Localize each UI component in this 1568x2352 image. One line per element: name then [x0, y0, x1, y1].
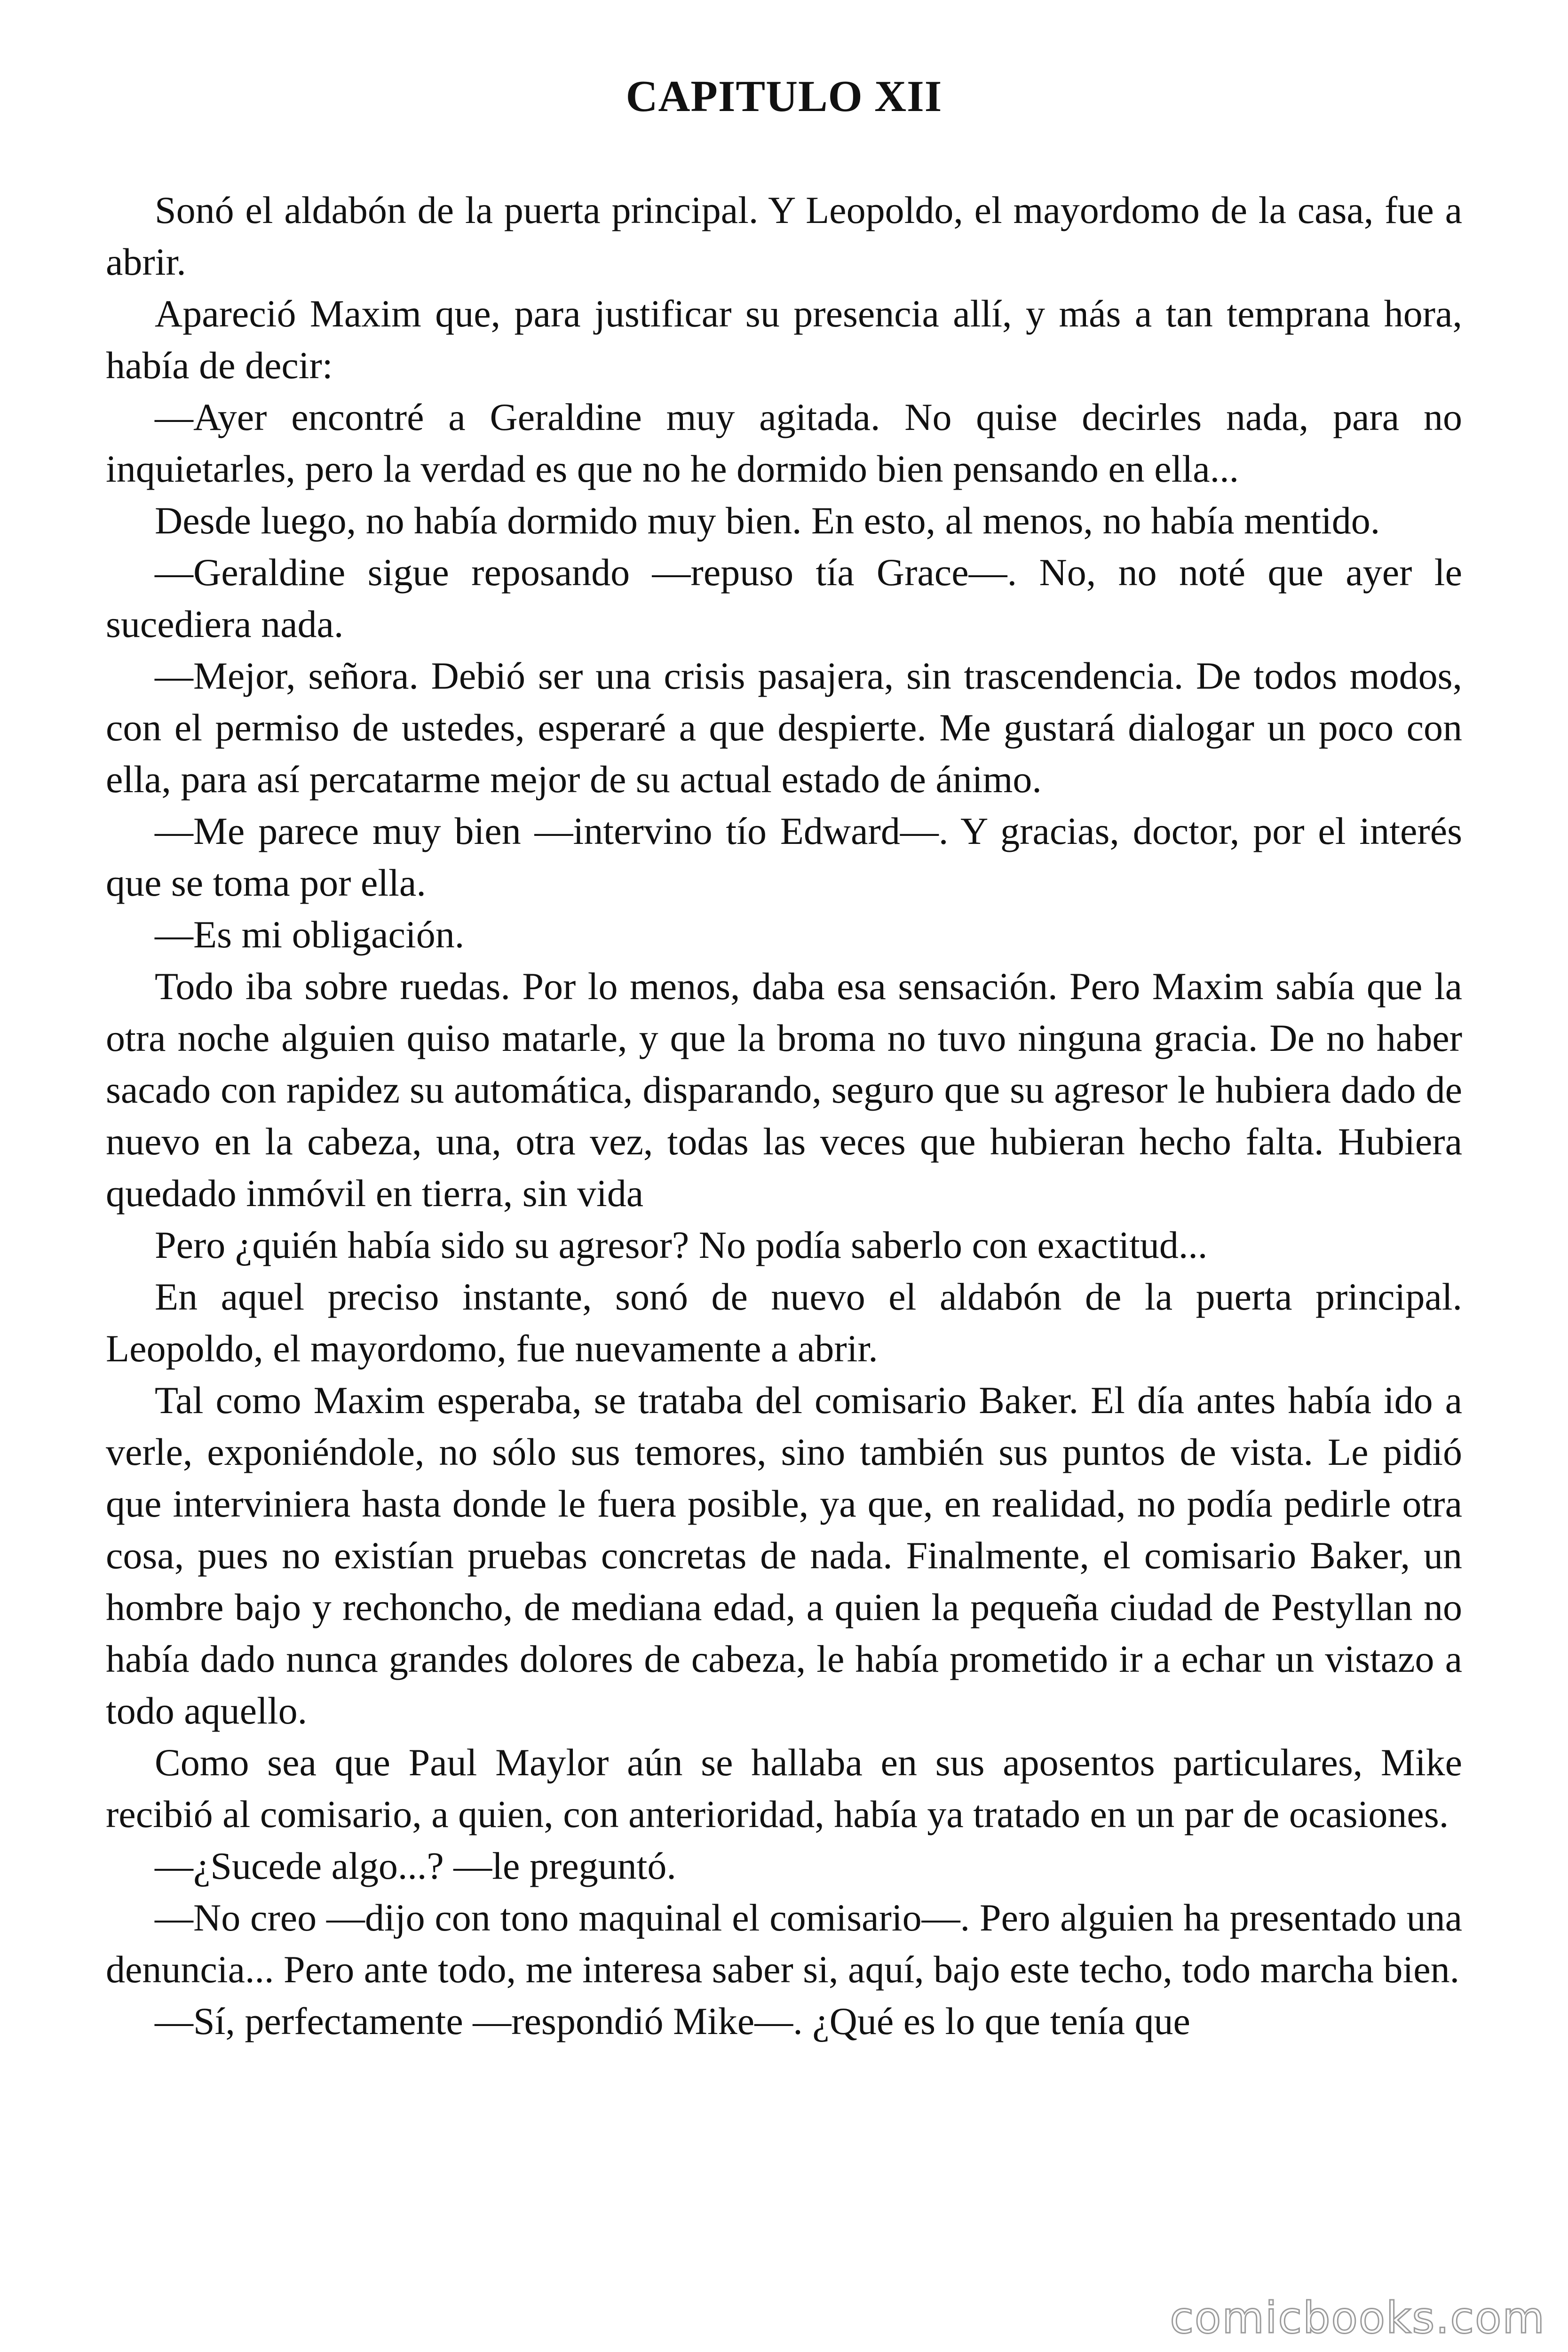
paragraph: Todo iba sobre ruedas. Por lo menos, daba esa sensación. Pero Maxim sabía que la otra noche alguien quiso matarle, y que la broma no tuvo ninguna gracia. De no haber sacado con rapidez su automática, disparando, seguro que su agresor le hubiera dado de nuevo en la cabeza, una, otra vez, todas las veces que hubieran hecho falta. Hubiera quedado inmóvil en tierra, sin vida	[106, 965, 1462, 1215]
paragraph: —Geraldine sigue reposando —repuso tía Grace—. No, no noté que ayer le sucediera nada.	[106, 551, 1462, 645]
paragraph: —No creo —dijo con tono maquinal el comisario—. Pero alguien ha presentado una denuncia... Pero ante todo, me interesa saber si, aquí, bajo este techo, todo marcha bien.	[106, 1896, 1462, 1991]
paragraph: —Me parece muy bien —intervino tío Edward—. Y gracias, doctor, por el interés que se toma por ella.	[106, 810, 1462, 904]
paragraph: —¿Sucede algo...? —le preguntó.	[155, 1844, 676, 1887]
paragraph: Sonó el aldabón de la puerta principal. Y Leopoldo, el mayordomo de la casa, fue a abrir.	[106, 189, 1462, 283]
chapter-title: CAPITULO XII	[626, 72, 942, 121]
paragraph: Apareció Maxim que, para justificar su presencia allí, y más a tan temprana hora, había de decir:	[106, 292, 1462, 387]
paragraph: —Sí, perfectamente —respondió Mike—. ¿Qué es lo que tenía que	[155, 2000, 1190, 2042]
paragraph: —Mejor, señora. Debió ser una crisis pasajera, sin trascendencia. De todos modos, con el permiso de ustedes, esperaré a que despierte. Me gustará dialogar un poco con ella, para así percatarme mejor de su actual estado de ánimo.	[106, 654, 1462, 801]
paragraph: Tal como Maxim esperaba, se trataba del comisario Baker. El día antes había ido a verle, exponiéndole, no sólo sus temores, sino también sus puntos de vista. Le pidió que interviniera hasta donde le fuera posible, ya que, en realidad, no podía pedirle otra cosa, pues no existían pruebas concretas de nada. Finalmente, el comisario Baker, un hombre bajo y rechoncho, de mediana edad, a quien la pequeña ciudad de Pestyllan no había dado nunca grandes dolores de cabeza, le había prometido ir a echar un vistazo a todo aquello.	[106, 1379, 1462, 1732]
paragraph: En aquel preciso instante, sonó de nuevo el aldabón de la puerta principal. Leopoldo, el mayordomo, fue nuevamente a abrir.	[106, 1275, 1462, 1370]
paragraph: —Es mi obligación.	[155, 913, 465, 956]
paragraph: Pero ¿quién había sido su agresor? No podía saberlo con exactitud...	[155, 1224, 1208, 1266]
watermark: comicbooks.com	[1170, 2293, 1545, 2343]
paragraph: —Ayer encontré a Geraldine muy agitada. No quise decirles nada, para no inquietarles, pero la verdad es que no he dormido bien pensando en ella...	[106, 396, 1462, 490]
paragraph: Desde luego, no había dormido muy bien. En esto, al menos, no había mentido.	[155, 499, 1380, 542]
paragraph: Como sea que Paul Maylor aún se hallaba en sus aposentos particulares, Mike recibió al comisario, a quien, con anterioridad, había ya tratado en un par de ocasiones.	[106, 1741, 1462, 1836]
chapter-body	[106, 184, 1462, 2047]
